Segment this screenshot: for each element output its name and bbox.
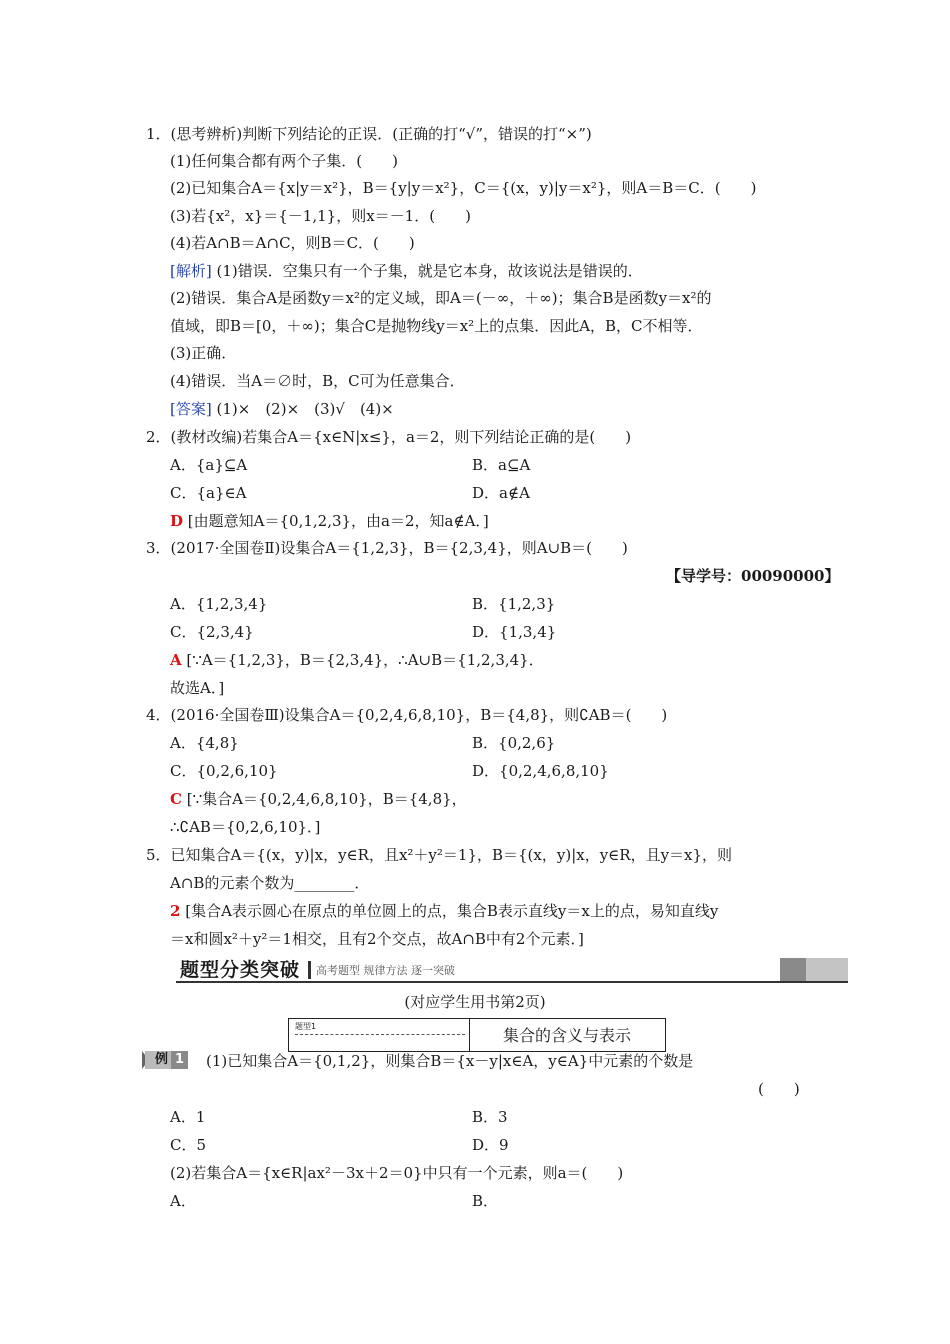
ex1-answer-paren: ( ) [758,1080,800,1098]
ex1-part-2-option-a: A． [170,1192,196,1210]
answer-tag: [答案] [170,400,212,418]
q4-stem: 4．(2016·全国卷Ⅲ)设集合A＝{0,2,4,6,8,10}，B＝{4,8}，则∁AB＝( ) [146,706,668,724]
q5-solution-text: [集合A表示圆心在原点的单位圆上的点，集合B表示直线y＝x上的点，易知直线y [185,902,719,920]
q4-option-c: C．{0,2,6,10} [170,762,278,780]
ex1-option-a: A．1 [170,1108,206,1126]
example-tag-label: 例 [145,1051,171,1069]
q4-solution [170,789,467,809]
q2-option-c: C．{a}∈A [170,484,247,502]
analysis-text: (1)错误．空集只有一个子集，就是它本身，故该说法是错误的． [216,262,643,280]
q3-guide-number: 【导学号：00090000】 [666,567,840,585]
example-tag-number: 1 [171,1051,188,1069]
banner-underline [176,981,848,983]
ex1-option-c: C．5 [170,1136,207,1154]
q1-analysis-line-4: (3)正确． [170,344,237,362]
topic-tag: 题型1 [295,1022,317,1031]
banner-decoration-dark [780,958,806,981]
q2-option-a: A．{a}⊆A [170,456,248,474]
q3-option-d: D．{1,3,4} [472,623,557,641]
q5-stem: 5．已知集合A＝{(x，y)|x，y∈R，且x²＋y²＝1}，B＝{(x，y)|x，y∈R，且y＝x}，则 [146,846,733,864]
q3-stem: 3．(2017·全国卷Ⅱ)设集合A＝{1,2,3}，B＝{2,3,4}，则A∪B＝( ) [146,539,628,557]
section-subtitle: 高考题型 规律方法 逐一突破 [316,964,455,977]
q1-item-2: (2)已知集合A＝{x|y＝x²}，B＝{y|y＝x²}，C＝{(x，y)|y＝x²}，则A＝B＝C．( ) [170,179,757,197]
ex1-part-2-option-b: B． [472,1192,499,1210]
q2-option-d: D．a∉A [472,484,530,502]
ex1-option-b: B．3 [472,1108,508,1126]
ex1-part-2: (2)若集合A＝{x∈R|ax²－3x＋2＝0}中只有一个元素，则a＝( ) [170,1164,624,1182]
q2-answer-letter: D [170,512,184,530]
analysis-tag: [解析] [170,262,212,280]
ex1-part-1: (1)已知集合A＝{0,1,2}，则集合B＝{x－y|x∈A，y∈A}中元素的个数是 [206,1052,694,1070]
topic-box [288,1018,666,1052]
section-title: 题型分类突破 [180,959,301,981]
q5-answer: 2 [170,902,181,920]
q3-answer-letter: A [170,651,182,669]
q4-option-b: B．{0,2,6} [472,734,556,752]
banner-decoration-light [806,958,848,981]
page-reference: (对应学生用书第2页) [404,993,546,1011]
q4-answer-letter: C [170,790,182,808]
q2-solution [170,511,489,531]
q3-option-c: C．{2,3,4} [170,623,254,641]
q2-option-b: B．a⊆A [472,456,531,474]
q1-analysis-line-2: (2)错误．集合A是函数y＝x²的定义域，即A＝(－∞，＋∞)；集合B是函数y＝x²的 [170,289,712,307]
q1-stem: 1．(思考辨析)判断下列结论的正误．(正确的打“√”，错误的打“×”) [146,125,592,143]
q4-option-d: D．{0,2,4,6,8,10} [472,762,609,780]
q2-stem: 2．(教材改编)若集合A＝{x∈N|x≤}，a＝2，则下列结论正确的是( ) [146,428,632,446]
topic-title: 集合的含义与表示 [502,1026,631,1045]
example-tag [145,1051,188,1069]
q1-answer [170,399,394,419]
q3-solution-text: [∵A＝{1,2,3}，B＝{2,3,4}，∴A∪B＝{1,2,3,4}． [186,651,544,669]
topic-dash [295,1034,465,1035]
q1-item-1: (1)任何集合都有两个子集．( ) [170,152,398,170]
ex1-option-d: D．9 [472,1136,509,1154]
q3-option-b: B．{1,2,3} [472,595,556,613]
q4-solution-text: [∵集合A＝{0,2,4,6,8,10}，B＝{4,8}， [186,790,467,808]
q5-stem-cont: A∩B的元素个数为________． [170,874,370,892]
q3-solution [170,650,544,670]
q2-solution-text: [由题意知A＝{0,1,2,3}，由a＝2，知a∉A．] [187,512,489,530]
banner-divider [308,961,311,979]
q5-solution-end: ＝x和圆x²＋y²＝1相交，且有2个交点，故A∩B中有2个元素．] [170,930,584,948]
q4-option-a: A．{4,8} [170,734,239,752]
q1-item-4: (4)若A∩B＝A∩C，则B＝C．( ) [170,234,415,252]
q5-solution [170,901,718,921]
q1-analysis-line-5: (4)错误．当A＝∅时，B，C可为任意集合． [170,372,465,390]
q3-solution-end: 故选A．] [170,679,225,697]
q4-solution-end: ∴∁AB＝{0,2,6,10}．] [170,818,321,836]
q1-analysis-line-1 [170,261,643,281]
q3-option-a: A．{1,2,3,4} [170,595,268,613]
q1-analysis-line-3: 值域，即B＝[0，＋∞)；集合C是抛物线y＝x²上的点集．因此A，B，C不相等． [170,317,703,335]
answer-text: (1)× (2)× (3)√ (4)× [216,400,394,418]
section-banner [176,958,848,982]
q1-item-3: (3)若{x²，x}＝{－1,1}，则x＝－1．( ) [170,207,471,225]
